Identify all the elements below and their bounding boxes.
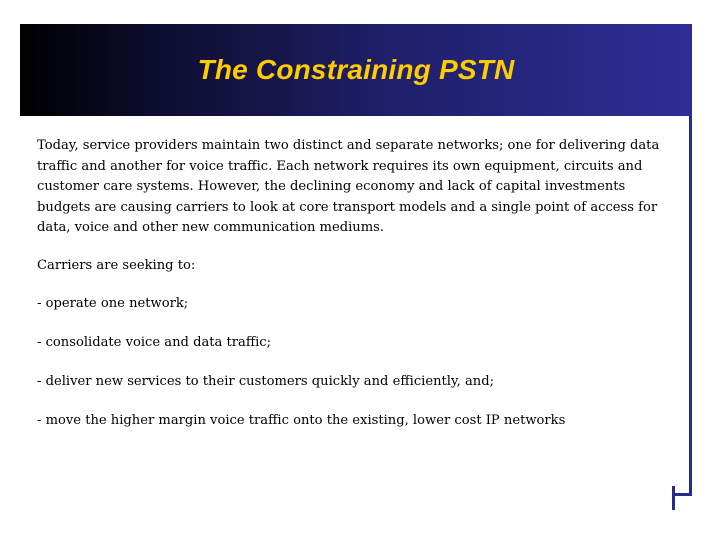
title-bar xyxy=(20,24,692,116)
bullet-item: - operate one network; xyxy=(37,296,189,311)
bullet-item: - move the higher margin voice traffic onto the existing, lower cost IP networks xyxy=(37,413,566,428)
corner-bracket-mark xyxy=(672,486,692,510)
bullet-item: - consolidate voice and data traffic; xyxy=(37,335,272,350)
corner-horizontal-bar xyxy=(672,493,692,496)
right-border-rule xyxy=(689,116,692,495)
slide-body xyxy=(37,136,677,450)
intro-paragraph: Today, service providers maintain two distinct and separate networks; one for delivering data traffic and another for voice traffic. Each network requires its own equipment, circuits and customer care systems. However, the declining economy and lack of capital investments budgets are causing carriers to look at core transport models and a single point of access for data, voice and other new communication mediums. xyxy=(37,138,660,235)
lead-in-line: Carriers are seeking to: xyxy=(37,257,196,273)
slide-title: The Constraining PSTN xyxy=(197,54,515,85)
corner-vertical-bar xyxy=(672,486,675,510)
bullet-item: - deliver new services to their customers quickly and efficiently, and; xyxy=(37,374,494,389)
